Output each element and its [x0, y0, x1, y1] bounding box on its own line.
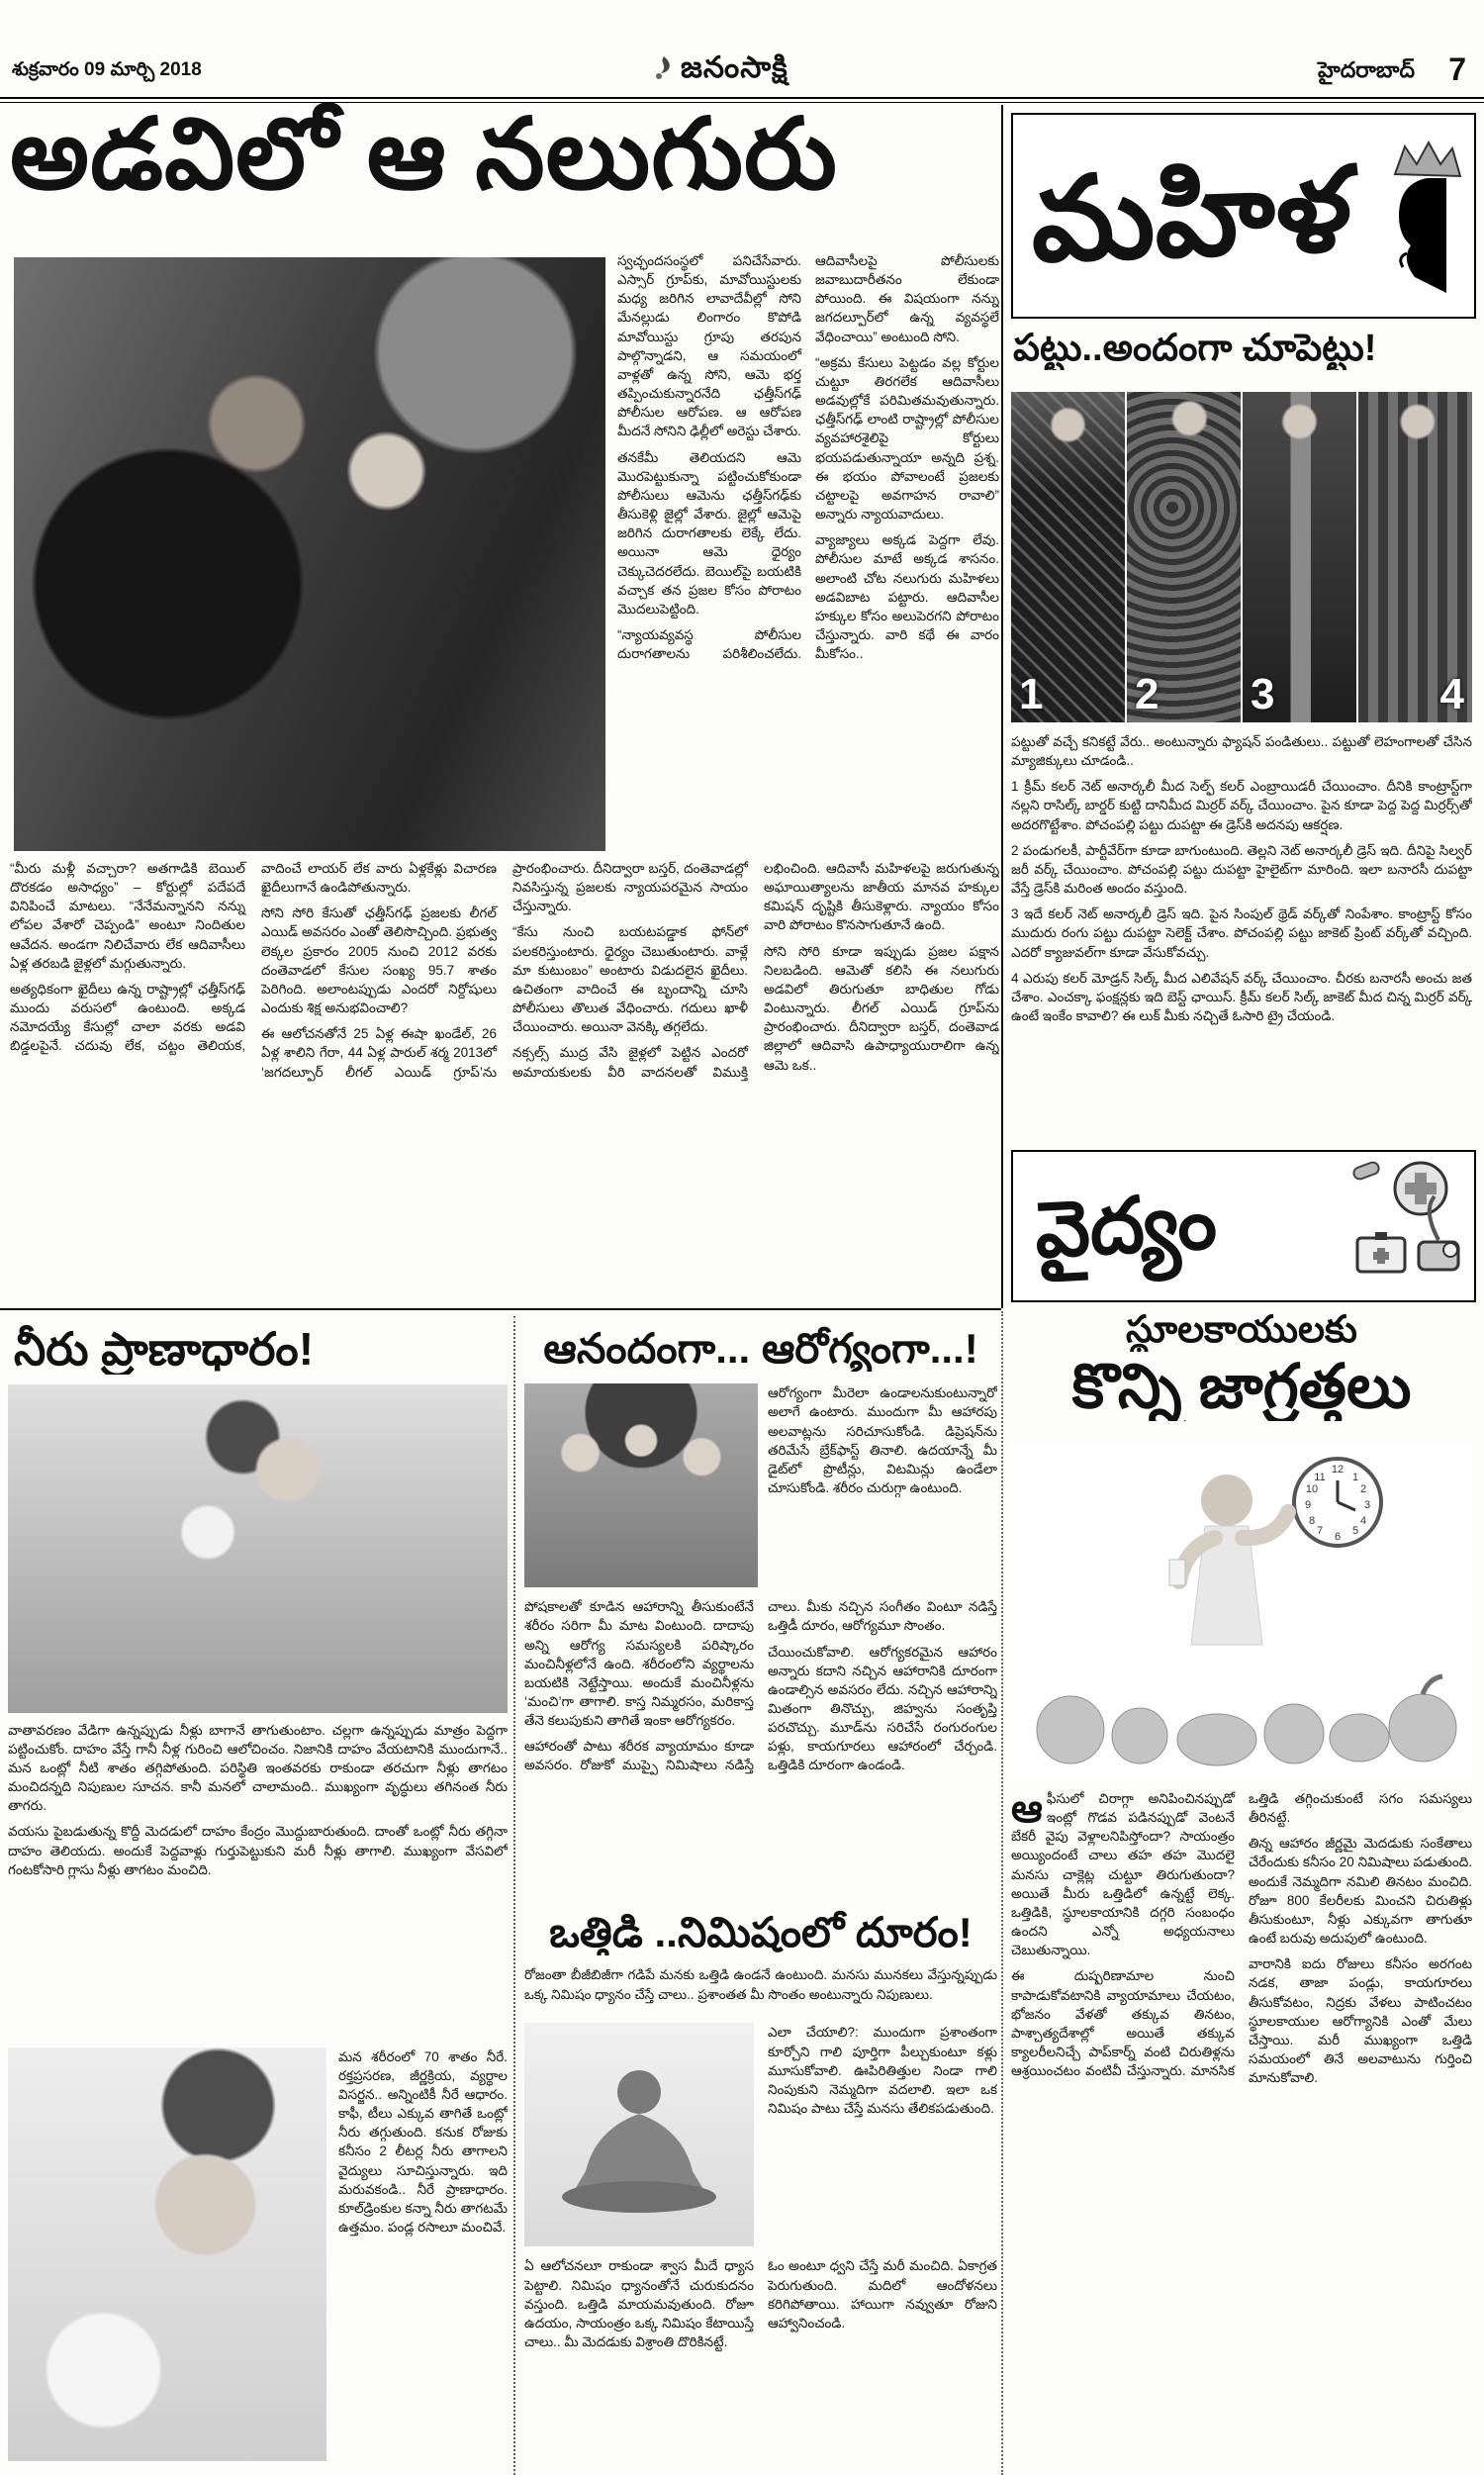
yoga-figure — [524, 2023, 754, 2246]
city-label: హైదరాబాద్ — [1318, 57, 1415, 82]
paragraph: వారానికి ఐదు రోజులు కనీసం అరగంట నడక, తాజా పండ్లు, కాయగూరలు తీసుకోవటం, నిద్రకు వేళలు పాటించటం స్థూలకాయుల ఆరోగ్యానికి ఎంతో మేలు చేస్తాయి. మరీ ముఖ్యంగా ఒత్తిడి సమయంలో తినే అలవాటును గుర్తించి మానుకోవాలి. — [1249, 1956, 1472, 2086]
saree-photo-1 — [1011, 392, 1125, 722]
paragraph: అత్యధికంగా ఖైదీలు ఉన్న రాష్ట్రాల్లో ఛత్తీస్‌గఢ్ ముందు వరుసలో ఉంటుంది. అక్కడ నమోదయ్యే కేసుల్లో చాలా వరకు అడవి బిడ్డలపైనే. చదువు లేక, చట్టం తెలియక, వాదించే లాయర్ లేక వారు ఏళ్లకేళ్లు విచారణ ఖైదీలుగానే ఉండిపోతున్నారు. — [10, 861, 497, 1054]
section-rule — [0, 1308, 1001, 1310]
fat-care-text — [1011, 1789, 1472, 2470]
right-column — [1011, 105, 1476, 2475]
paragraph: 1 క్రీమ్ కలర్ నెట్ అనార్కలీ మీద సెల్ఫ్ కలర్ ఎంబ్రాయిడరీ చేయించాం. దీనికి కాంట్రాస్ట్‌గా నల్లని రాసిల్క్ బార్డర్ కుట్టి దానిమీద మిర్రర్ వర్క్ చేయించాం. పైన కూడా పెద్ద పెద్ద మిర్రర్స్‌తో అదరగొట్టేశాం. పోచంపల్లి పట్టు దుపట్టా ఈ డ్రెస్‌కి అదనపు ఆకర్షణ. — [1011, 779, 1472, 832]
pattu-headline: పట్టు..అందంగా చూపెట్టు! — [1013, 329, 1377, 369]
happy-headline: ఆనందంగా... ఆరోగ్యంగా...! — [543, 1326, 978, 1372]
paragraph: ఆరోగ్యంగా మీరెలా ఉండాలనుకుంటున్నారో అలాగే ఉంటారు. ముందుగా మీ ఆహారపు అలవాట్లను సరిచూసుకోండి. డిప్రెషన్‌ను తరిమేసే బ్రేక్‌ఫాస్ట్ తినాలి. ఉదయాన్నే మీ డైట్‌లో ప్రొటీన్లు, విటమిన్లు ఉండేలా చూసుకోండి. శరీరం చురుగ్గా ఉంటుంది. — [768, 1385, 997, 1495]
main-article-photo — [14, 257, 605, 851]
main-vertical-rule-dotted — [1001, 1311, 1003, 2475]
drop-cap: ఆ — [1011, 1789, 1043, 1831]
stress-article — [524, 1910, 997, 2475]
paragraph: పోషకాలతో కూడిన ఆహారాన్ని తీసుకుంటేనే శరీరం సరిగా మీ మాట వింటుంది. దాదాపు అన్ని ఆరోగ్య సమస్యలకి పరిష్కారం మంచినీళ్లలోనే ఉంది. శరీరంలోని వ్యర్థాలను బయటికి నెట్టేస్తాయి. అందుకే మంచినీళ్లను ‘మంచి’గా తాగాలి. కాస్త నిమ్మరసం, మరికాస్త తేనె కలుపుకుని తాగితే ఇంకా ఆరోగ్యకరం. — [524, 1599, 754, 1729]
svg-text:6: 6 — [1334, 1531, 1342, 1543]
happy-article — [524, 1316, 997, 2475]
paragraph: వయసు పైబడుతున్న కొద్దీ మెదడులో దాహం కేంద్రం మొద్దుబారుతుంది. దాంతో ఒంట్లో నీరు తగ్గినా దాహం తెలియదు. అందుకే పెద్దవాళ్లు గుర్తుపెట్టుకుని మరీ నీళ్లు తాగాలి. ముఖ్యంగా వేసవిలో గంటకోసారి గ్లాసు నీళ్లు తాగటం మంచిది. — [8, 1824, 508, 1877]
water-bottom-row — [8, 2047, 510, 2463]
paragraph: ఈ ఆలోచనతోనే 25 ఏళ్ల ఈషా ఖండేల్, 26 ఏళ్ల శాలిని గేరా, 44 ఏళ్ల పారుల్ శర్మ 2013లో ‘జగదల్పూర్ లీగల్ ఎయిడ్ గ్రూప్’ను ప్రారంభించారు. దీనిద్వారా బస్తర్, దంతెవాడల్లో నివసిస్తున్న ప్రజలకు న్యాయపరమైన సాయం చేస్తున్నారు. — [261, 861, 748, 1080]
water-article — [8, 1316, 510, 2475]
paragraph — [1011, 1789, 1235, 1959]
water-photo — [8, 1384, 508, 1713]
crowned-woman-silhouette-icon — [1355, 120, 1474, 313]
vaidyam-section-title: వైద్యం — [1032, 1177, 1219, 1275]
paragraph: వ్యాజ్యాలు అక్కడ పెద్దగా లేవు. పోలీసుల మాటే అక్కడ శాసనం. అలాంటి చోట నలుగురు మహిళలు అడవిబాట పట్టారు. ఆదివాసీల హక్కుల కోసం అలుపెరగని పోరాటం చేస్తున్నారు. వారి కథే ఈ వారం మీకోసం.. — [815, 532, 999, 662]
photo-number: 1 — [1019, 670, 1044, 718]
saree-photo-2 — [1127, 392, 1241, 722]
svg-text:8: 8 — [1308, 1515, 1316, 1527]
happy-top-row — [524, 1383, 997, 1589]
vaidyam-section-box — [1011, 1150, 1476, 1302]
svg-text:7: 7 — [1316, 1525, 1324, 1537]
water-text — [8, 1721, 508, 2047]
subsection-dotted-rule — [513, 1316, 515, 2475]
stress-intro — [524, 1965, 997, 2023]
paragraph: తిన్న ఆహారం జీర్ణమై మెదడుకు సంకేతాలు చేరేందుకు కనీసం 20 నిమిషాలు పడుతుంది. అందుకే నెమ్మదిగా నమిలి తినటం మంచిది. రోజూ 800 కేలరీలకు మించని చిరుతిళ్లు తీసుకుంటూ, నీళ్లు ఎక్కువగా తాగుతూ ఉంటే బరువు అదుపులో ఉంటుంది. — [1249, 1836, 1472, 1947]
main-vertical-rule — [1001, 105, 1003, 1308]
paragraph: “మీరు మళ్లీ వచ్చారా? అతగాడికి బెయిల్ దొరకడం అసాధ్యం” – కోర్టుల్లో పదేపదే వినిపించే మాటలు. “నేనేమన్నానని నన్ను లోపల వేశారో చెప్పండి” అంటూ నిందితుల ఆవేదన. అండగా నిలిచేవారు లేక ఆదివాసీలు ఏళ్ల తరబడి జైళ్లలో మగ్గుతున్నారు. — [10, 861, 245, 971]
paragraph: “న్యాయవ్యవస్థ పోలీసుల దురాగతాలను పరిశీలించలేదు. ఆదివాసీలపై పోలీసులకు జవాబుదారీతనం లేకుండా పోయింది. ఈ విషయంగా నన్ను జగదల్పూర్‌లో ఉన్న వ్యవస్థలే వేధించాయి” అంటుంది సోని. — [617, 253, 999, 662]
stress-text-a — [768, 2023, 997, 2246]
paragraph: స్వచ్ఛందసంస్థలో పనిచేసేవారు. ఎస్సార్ గ్రూప్‌కు, మావోయిస్టులకు మధ్య జరిగిన లావాదేవీల్లో సోని మేనల్లుడు లింగారం కొపోడి మావోయిస్టు గ్రూపు తరపున పాల్గొన్నాడని, ఆ సమయంలో వాళ్లతో ఉన్న సోని, ఆమె భర్త తప్పించుకున్నారనేది ఛత్తీస్‌గఢ్ పోలీసుల ఆరోపణ. ఆ ఆరోపణ మీదనే సోనిని ఢిల్లీలో అరెస్టు చేశారు. — [617, 253, 801, 439]
paragraph: 3 ఇదే కలర్ నెట్ అనార్కలీ డ్రెస్ ఇది. పైన సింపుల్ థ్రెడ్ వర్క్‌తో నింపేశాం. కాంట్రాస్ట్ కోసం ముదురు రంగు పట్టు దుపట్టా సెలెక్ట్ చేశాం. పోచంపల్లి పట్టు జాకెట్ ప్రింట్ వర్క్‌తో వచ్చింది. ఎదరో క్యాజువల్‌గా కూడా వేసుకోవచ్చు. — [1011, 906, 1472, 960]
paragraph: ఎలా చేయాలి?: ముందుగా ప్రశాంతంగా కూర్చోని గాలి పూర్తిగా పీల్చుకుంటూ కళ్లు మూసుకోవాలి. ఊపిరితిత్తుల నిండా గాలి నింపుకుని నెమ్మదిగా వదలాలి. ఇలా ఒక నిమిషం పాటు చేస్తే మనసు తేలికపడుతుంది. — [768, 2025, 997, 2116]
masthead-title: జనంసాక్షి — [681, 51, 788, 84]
paragraph: “కేసు నుంచి బయటపడ్డాక ఫోన్‌లో పలకరిస్తుంటారు. ధైర్యం చెబుతుంటారు. వాళ్లే మా కుటుంబం” అంటారు విడుదలైన ఖైదీలు. ఉచితంగా వాదించే ఈ బృందాన్ని చూసి పోలీసులు తొలుత వేధించారు. గదులు ఖాళీ చేయించారు. అయినా వెనక్కి తగ్గలేదు. — [512, 924, 748, 1035]
happy-text-b — [524, 1597, 997, 1894]
paragraph: ఈ దుష్పరిణామాల నుంచి కాపాడుకోవటానికి వ్యాయామాలు చేయటం, భోజనం వేళతో తక్కువ తినటం, పాశ్చాత్యదేశాల్లో అయితే తక్కువ క్యాలరీలనిచ్చే పాప్‌కార్న్ వంటి చిరుతిళ్లను ఆశ్రయించటం వంటివీ చేస్తున్నారు. మానసిక ఒత్తిడి తగ్గించుకుంటే సగం సమస్యలు తీరినట్టే. — [1011, 1791, 1472, 2079]
medical-kit-icon — [1340, 1155, 1468, 1298]
paragraph: “అక్రమ కేసులు పెట్టడం వల్ల కోర్టుల చుట్టూ తిరగలేక ఆదివాసీలు అడవుల్లోకే పరిమితమవుతున్నారు. ఛత్తీస్‌గఢ్ లాంటి రాష్ట్రాల్లో పోలీసుల వ్యవహారశైలిపై కోర్టులు భయపడుతున్నాయా అన్నది ప్రశ్న. ఈ భయం పోవాలంటే ప్రజలకు చట్టాలపై అవగాహన రావాలి” అన్నారు న్యాయవాదులు. — [815, 354, 999, 523]
paragraph: సోని సోరి కూడా ఇప్పుడు ప్రజల పక్షాన నిలబడింది. ఆమెతో కలిసి ఈ నలుగురు అడవిలో తిరుగుతూ బాధితుల గోడు వింటున్నారు. లీగల్ ఎయిడ్ గ్రూప్‌ను ప్రారంభించారు. దీనిద్వారా బస్తర్, దంతెవాడ జిల్లాలో ఆదివాసి ఉపాధ్యాయురాలిగా ఉన్న ఆమె ఒక.. — [764, 943, 999, 1073]
paragraph: 4 ఎరుపు కలర్ మోడ్రన్ సిల్క్ మీద ఎలివేషన్ వర్క్ చేయించాం. చీరకు బనారసీ అంచు జత చేశాం. ఎంచక్కా ఫంక్షన్లకు ఇది బెస్ట్ ఛాయిస్. క్రీమ్ కలర్ సిల్క్ జాకెట్ మీద చిన్న మిర్రర్ వర్క్ ఉంటే ఇంకేం కావాలి? ఈ లుక్ మీకు నచ్చితే ఓసారి ట్రై చేయండి. — [1011, 970, 1472, 1024]
paragraph: సోని సోరి కేసుతో ఛత్తీస్‌గఢ్ ప్రజలకు లీగల్ ఎయిడ్ అవసరం ఎంతో తెలిసొచ్చింది. ప్రభుత్వ లెక్కల ప్రకారం 2005 నుంచి 2012 వరకు దంతెవాడలో కేసుల సంఖ్య 95.7 శాతం పెరిగింది. అలాంటప్పుడు ఎందరో నిర్దోషులు ఎందుకు శిక్ష అనుభవించాలి? — [261, 905, 497, 1016]
happy-photo — [524, 1383, 758, 1587]
photo-number: 4 — [1439, 670, 1464, 718]
svg-text:2: 2 — [1359, 1483, 1367, 1495]
masthead-logo-icon — [653, 55, 675, 89]
photo-number: 3 — [1251, 670, 1275, 718]
photo-number: 2 — [1135, 670, 1159, 718]
fitness-photo — [1011, 1443, 1472, 1779]
main-article-body — [10, 859, 999, 1302]
pattu-text — [1011, 732, 1472, 1140]
paragraph: తనకేమీ తెలియదని ఆమె మొరపెట్టుకున్నా పట్టించుకోకుండా పోలీసులు ఆమెను ఛత్తీస్‌గఢ్‌కు తీసుకెళ్లి జైల్లో వేశారు. జైల్లో ఆమెపై జరిగిన దురాగతాలకు లెక్కే లేదు. అయినా ఆమె ధైర్యం చెక్కుచెదరలేదు. బెయిల్‌పై బయటికి వచ్చాక తన ప్రజల కోసం పోరాటం మొదలుపెట్టింది. — [617, 449, 801, 617]
paragraph: ఆహారంతో పాటు శరీరక వ్యాయామం కూడా అవసరం. రోజుకో ముప్పై నిమిషాలు నడిస్తే చాలు. మీకు నచ్చిన సంగీతం వింటూ నడిస్తే ఒత్తిడీ దూరం, ఆరోగ్యమూ సొంతం. — [524, 1599, 997, 1773]
main-article-intro — [617, 251, 999, 851]
svg-text:5: 5 — [1351, 1525, 1359, 1537]
stress-mid-row — [524, 2023, 997, 2248]
water-sip-photo — [8, 2047, 326, 2461]
svg-text:11: 11 — [1314, 1472, 1326, 1483]
masthead — [653, 51, 788, 92]
paragraph-text: ఫీసులో చిరాగ్గా అనిపించినప్పుడో ఇంట్లో గొడవ పడినప్పుడో వెంటనే బేకరీ వైపు వెళ్లాలనిపిస్తోందా? సాయంత్రం అయ్యిందంటే చాలు తహ తహ మొదలై మనసు చాక్లెట్ల చుట్టూ తిరుగుతుందా? అయితే మీరు ఒత్తిడిలో ఉన్నట్టే లెక్క. ఒత్తిడికి, స్థూలకాయానికి దగ్గరి సంబంధం ఉందని ఎన్నో అధ్యయనాలు చెబుతున్నాయి. — [1011, 1791, 1235, 1958]
svg-text:12: 12 — [1331, 1464, 1345, 1475]
paragraph: మన శరీరంలో 70 శాతం నీరే. రక్తప్రసరణ, జీర్ణక్రియ, వ్యర్థాల విసర్జన.. అన్నింటికీ నీరే ఆధారం. కాఫీ, టీలు ఎక్కువ తాగితే ఒంట్లో నీరు తగ్గుతుంది. కనుక రోజుకు కనీసం 2 లీటర్ల నీరు తాగాలని వైద్యులు సూచిస్తున్నారు. ఇది మరువకండి.. నీరే ప్రాణాధారం. కూల్‌డ్రింకుల కన్నా నీరు తాగటమే ఉత్తమం. పండ్ల రసాలూ మంచివే. — [338, 2048, 508, 2235]
paragraph: 2 పండుగలకీ, పార్టీవేర్‌గా కూడా బాగుంటుంది. తెల్లని నెట్ అనార్కలీ డ్రెస్ ఇది. దీనిపై సిల్వర్ జరీ వర్క్ చేయించాం. పోచంపల్లి పట్టు దుపట్టా హైలైట్‌గా మారింది. ఇలా బనారసీ దుపట్టా వేస్తే డ్రెస్‌కి మరింత అందం వస్తుంది. — [1011, 842, 1472, 897]
svg-text:9: 9 — [1304, 1499, 1312, 1511]
paragraph: ఓం అంటూ ధ్వని చేస్తే మరీ మంచిది. ఏకాగ్రత పెరుగుతుంది. మదిలో ఆందోళనలు కరిగిపోతాయి. హాయిగా నవ్వుతూ రోజుని ఆహ్వానించండి. — [768, 2258, 997, 2331]
svg-text:1: 1 — [1351, 1472, 1359, 1483]
page-number: 7 — [1448, 51, 1466, 87]
paragraph: చేయించుకోవాలి. ఆరోగ్యకరమైన ఆహారం అన్నారు కదాని నచ్చిన ఆహారానికి దూరంగా ఉండాల్సిన అవసరం లేదు. నచ్చిన ఆహారాన్ని మితంగా తినొచ్చు, జిహ్వను సంతృప్తి పరచొచ్చు. మూడ్‌ను సరిచేసే రంగురంగుల పళ్లు, కాయగూరలు ఆహారంలో చేర్చండి. ఒత్తిడికి దూరంగా ఉండండి. — [768, 1644, 997, 1773]
fat-care-headline-2: కొన్ని జాగ్రత్తలు — [1071, 1354, 1412, 1421]
fat-care-headline-1: స్థూలకాయులకు — [1126, 1310, 1357, 1351]
saree-photo-strip — [1011, 392, 1472, 722]
stress-headline: ఒత్తిడి ..నిమిషంలో దూరం! — [549, 1910, 973, 1956]
yoga-photo — [524, 2023, 754, 2246]
main-headline: అడవిలో ఆ నలుగురు — [10, 103, 838, 210]
saree-photo-4 — [1358, 392, 1472, 722]
happy-text-a — [768, 1383, 997, 1587]
saree-photo-3 — [1243, 392, 1356, 722]
mahila-section-box — [1011, 113, 1476, 319]
svg-text:4: 4 — [1359, 1515, 1367, 1527]
paragraph: రోజంతా బీజీబిజీగా గడిపే మనకు ఒత్తిడి ఉండనే ఉంటుంది. మనసు మునకలు వేస్తున్నప్పుడు ఒక్క నిమిషం ధ్యానం చేస్తే చాలు.. ప్రశాంతత మీ సొంతం అంటున్నారు నిపుణులు. — [524, 1967, 997, 2002]
paragraph: వాతావరణం వేడిగా ఉన్నప్పుడు నీళ్లు బాగానే తాగుతుంటాం. చల్లగా ఉన్నప్పుడు మాత్రం పెద్దగా పట్టించుకోం. దాహం వేస్తే గానీ నీళ్ల గురించి ఆలోచించం. నిజానికి దాహం వేయటానికి ముందుగానే.. మన ఒంట్లో నీటి శాతం తగ్గిపోతుంది. పరిస్థితి ఇంతవరకు రాకుండా తరచుగా నీళ్లు తాగటం మంచిదన్నది నిపుణుల సూచన. కానీ మనలో చాలామంది.. ముఖ్యంగా వృద్ధులు తగినంత నీరు తాగరు. — [8, 1722, 508, 1814]
paragraph: నక్సల్స్ ముద్ర వేసి జైళ్లలో పెట్టిన ఎందరో అమాయకులకు వీరి వాదనలతో విముక్తి లభించింది. ఆదివాసీ మహిళలపై జరుగుతున్న అఘాయిత్యాలను జాతీయ మానవ హక్కుల కమిషన్ దృష్టికి తీసుకెళ్లారు. న్యాయం కోసం వారి పోరాటం కొనసాగుతూనే ఉంది. — [512, 861, 999, 1080]
mahila-section-title: మహిళ — [1028, 144, 1354, 287]
paragraph: ఏ ఆలోచనలూ రాకుండా శ్వాస మీదే ధ్యాస పెట్టాలి. నిమిషం ధ్యానంతోనే చురుకుదనం వస్తుంది. ఒత్తిడి మాయమవుతుంది. రోజూ ఉదయం, సాయంత్రం ఒక్క నిమిషం కేటాయిస్తే చాలు.. మీ మెదడుకు విశ్రాంతి దొరికినట్టే. — [524, 2258, 754, 2349]
stress-text-b — [524, 2256, 997, 2475]
svg-text:10: 10 — [1305, 1483, 1319, 1495]
paragraph: పట్టుతో వచ్చే కనికట్టే వేరు.. అంటున్నారు ఫ్యాషన్ పండితులు.. పట్టుతో లెహంగాలతో చేసిన మ్యాజిక్కులు చూడండి.. — [1011, 734, 1472, 769]
water-headline: నీరు ప్రాణాధారం! — [14, 1324, 315, 1375]
svg-text:3: 3 — [1363, 1499, 1371, 1511]
water-text-2 — [338, 2047, 508, 2461]
edition-date: శుక్రవారం 09 మార్చి 2018 — [12, 59, 202, 80]
